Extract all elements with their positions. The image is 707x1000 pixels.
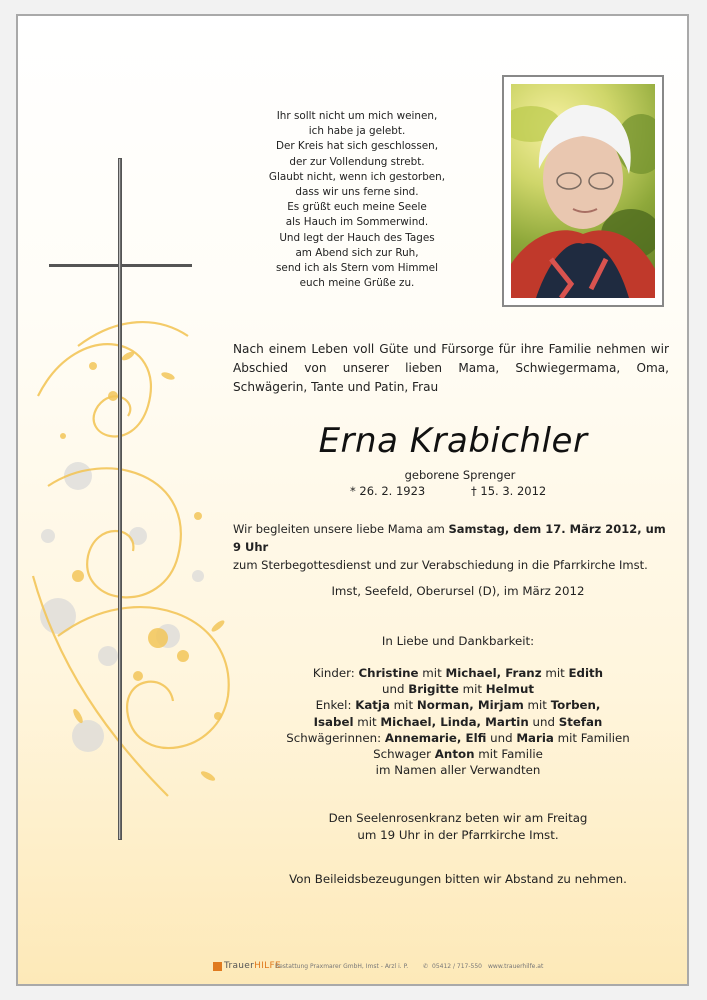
poem-line: der zur Vollendung strebt. — [289, 155, 425, 168]
family-member: Torben, — [550, 698, 601, 713]
poem-line: als Hauch im Sommerwind. — [285, 216, 429, 229]
und-word: und — [382, 682, 409, 697]
family-suffix: mit Familie — [474, 747, 543, 762]
poem-line: euch meine Grüße zu. — [299, 277, 415, 290]
footer-company: Bestattung Praxmarer GmbH, Imst - Arzl i. P. — [275, 963, 409, 970]
logo-text-a: Trauer — [224, 961, 255, 971]
mit-word: mit — [389, 698, 417, 713]
poem — [257, 109, 457, 291]
mit-word: mit — [541, 666, 569, 680]
family-line-verwandte: im Namen aller Verwandten — [375, 763, 541, 778]
portrait-photo — [502, 75, 664, 307]
family-line-enkel-2 — [218, 714, 698, 730]
family-member: Michael, Linda, Martin — [380, 714, 529, 729]
family-member: Maria — [516, 730, 554, 745]
footer — [213, 961, 613, 977]
poem-line: Ihr sollt nicht um mich weinen, — [276, 110, 438, 122]
obituary-card — [16, 14, 689, 986]
funeral-date: Samstag, dem 17. März 2012, um 9 Uhr — [233, 522, 666, 554]
mit-word: mit — [418, 666, 446, 680]
funeral-pre: Wir begleiten unsere liebe Mama am — [233, 522, 449, 536]
rosary-line: Den Seelenrosenkranz beten wir am Freitag — [328, 811, 588, 825]
kinder-label: Kinder: — [312, 666, 359, 680]
und-word: und — [486, 730, 517, 745]
family-member: Katja — [355, 698, 390, 713]
footer-phone: 05412 / 717-550 — [432, 963, 482, 970]
enkel-label: Enkel: — [315, 698, 356, 713]
death-date: † 15. 3. 2012 — [471, 484, 547, 498]
family-member: Stefan — [558, 714, 603, 729]
logo-square-icon — [213, 962, 222, 971]
family-member: Isabel — [313, 714, 354, 729]
schwaegerinnen-label: Schwägerinnen: — [286, 730, 385, 745]
trauerhilfe-logo — [213, 961, 281, 971]
poem-line: Der Kreis hat sich geschlossen, — [275, 140, 439, 153]
family-member: Brigitte — [408, 682, 459, 697]
poem-line: am Abend sich zur Ruh, — [295, 246, 419, 259]
family-line-schwager — [218, 746, 698, 762]
poem-line: dass wir uns ferne sind. — [295, 186, 419, 199]
closing-note: Von Beileidsbezeugungen bitten wir Abstand zu nehmen. — [289, 872, 627, 886]
mit-word: mit — [353, 714, 381, 729]
logo-text-b: HILFE — [254, 961, 281, 971]
family-member: Norman, Mirjam — [416, 698, 524, 713]
family-member: Anton — [434, 747, 475, 762]
funeral-post: zum Sterbegottesdienst und zur Verabschiedung in die Pfarrkirche Imst. — [233, 558, 648, 572]
phone-icon: ✆ — [423, 963, 429, 970]
funeral-info — [233, 520, 673, 574]
family-list — [218, 665, 698, 778]
mit-word: mit — [458, 682, 486, 697]
family-member: Annemarie, Elfi — [384, 730, 487, 745]
birth-date: * 26. 2. 1923 — [350, 484, 426, 498]
family-suffix: mit Familien — [553, 730, 630, 745]
poem-line: ich habe ja gelebt. — [308, 125, 406, 138]
family-line-kinder-2 — [218, 681, 698, 697]
portrait-image — [511, 84, 655, 298]
love-line: In Liebe und Dankbarkeit: — [381, 634, 535, 648]
schwager-label: Schwager — [373, 747, 435, 762]
maiden-name: geborene Sprenger — [404, 468, 516, 482]
rosary-line: um 19 Uhr in der Pfarrkirche Imst. — [357, 827, 559, 842]
family-member: Michael, Franz — [445, 666, 542, 680]
family-member: Edith — [568, 666, 604, 680]
poem-line: Glaubt nicht, wenn ich gestorben, — [268, 170, 446, 183]
mit-word: mit — [523, 698, 551, 713]
place-date: Imst, Seefeld, Oberursel (D), im März 2012 — [331, 584, 585, 598]
poem-line: send ich als Stern vom Himmel — [276, 262, 438, 275]
deceased-name: Erna Krabichler — [318, 421, 588, 461]
family-member: Christine — [358, 666, 419, 680]
family-line-schwaegerinnen — [218, 730, 698, 746]
family-line-kinder — [218, 665, 698, 681]
family-member: Helmut — [485, 682, 534, 697]
footer-web[interactable]: www.trauerhilfe.at — [488, 963, 544, 970]
intro-text: Nach einem Leben voll Güte und Fürsorge für ihre Familie nehmen wir Abschied von unserer lieben Mama, Schwiegermama, Oma, Schwägerin, Tante und Patin, Frau — [233, 342, 669, 394]
und-word: und — [528, 714, 559, 729]
poem-line: Und legt der Hauch des Tages — [279, 231, 435, 244]
rosary-info — [218, 810, 698, 843]
family-line-enkel — [218, 697, 698, 713]
poem-line: Es grüßt euch meine Seele — [287, 201, 427, 214]
